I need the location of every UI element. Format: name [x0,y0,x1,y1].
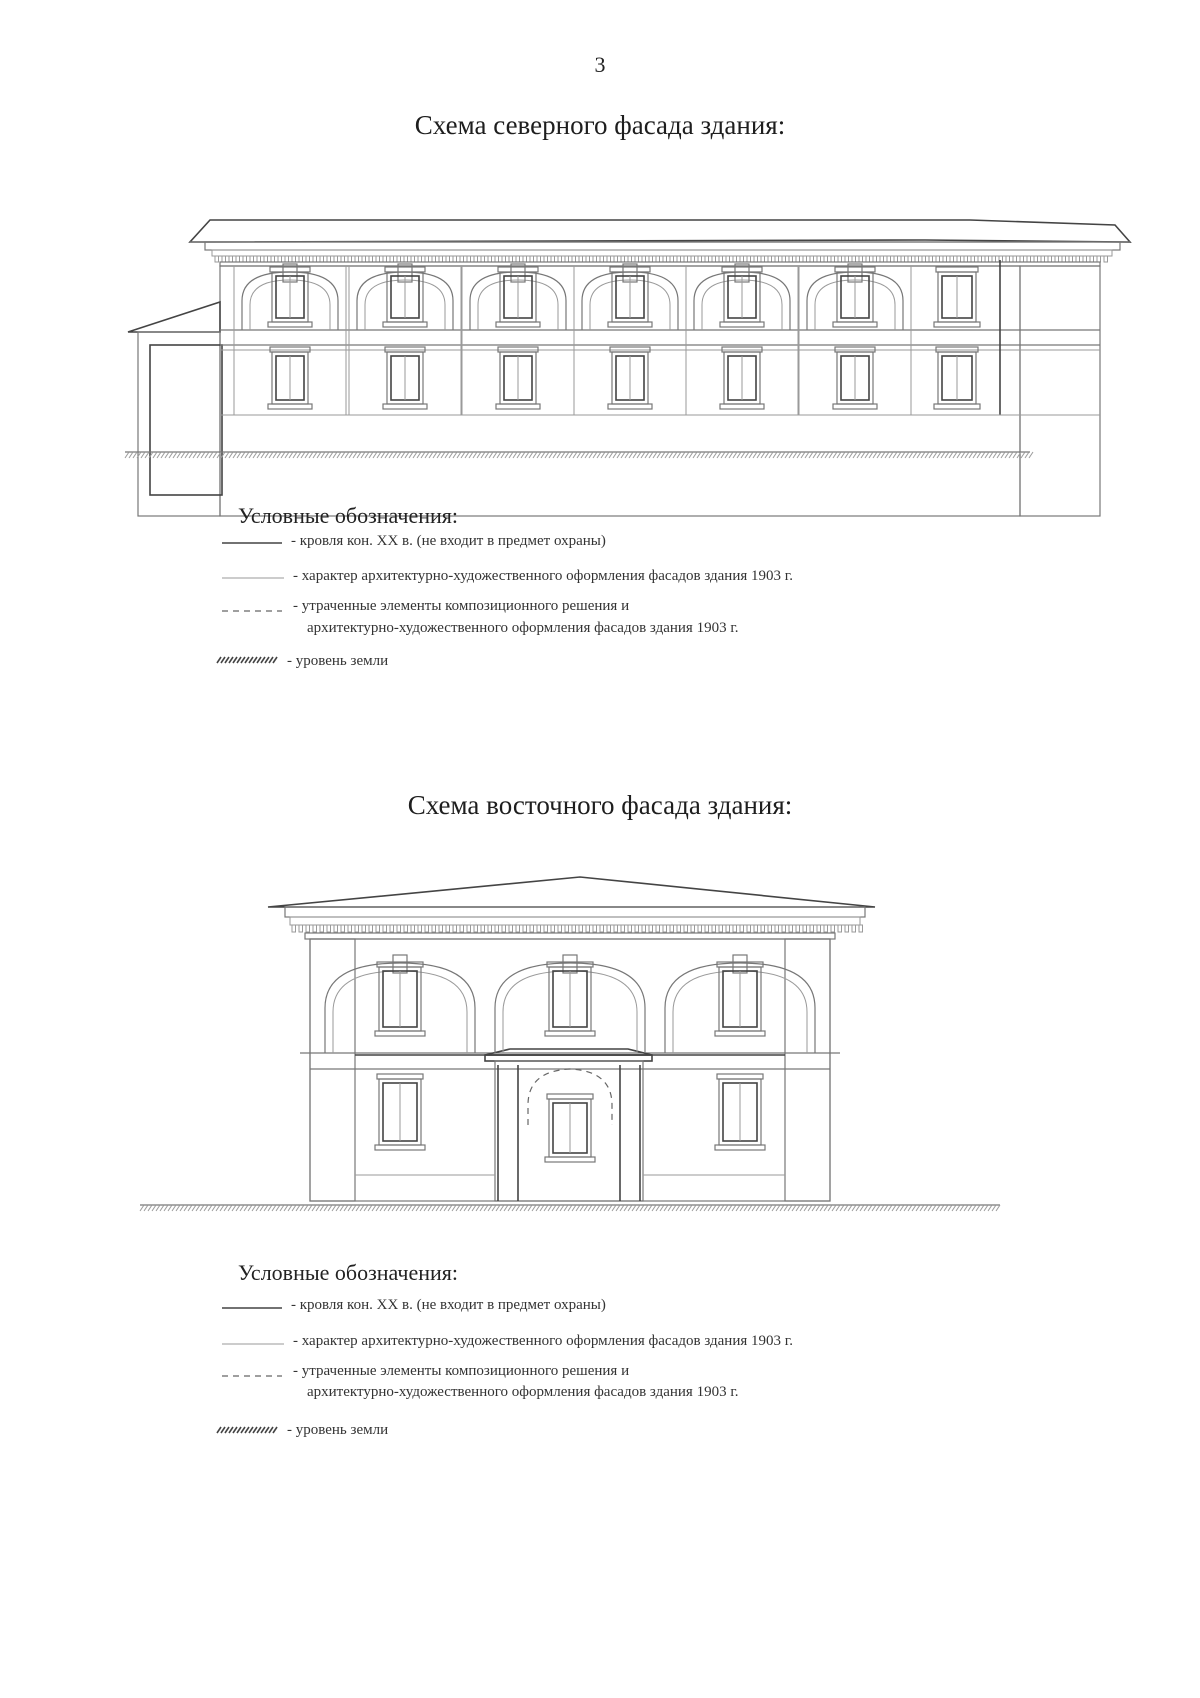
north-lower-window-6 [833,347,877,409]
east-legend-character-line [222,1341,284,1347]
east-facade-drawing [140,875,1010,1235]
east-legend-heading: Условные обозначения: [238,1260,459,1285]
north-lower-window-2 [383,347,427,409]
east-legend-roof-line [222,1305,282,1311]
east-roof [268,877,875,907]
north-dentils [215,256,1108,262]
north-right-wing [1020,266,1100,516]
north-lower-window-3 [496,347,540,409]
north-annex-roof [128,302,220,332]
north-legend-roof-line [222,540,282,546]
north-legend-character-line [222,575,284,581]
north-legend-heading: Условные обозначения: [238,503,459,528]
east-legend-lost-line [222,1373,282,1379]
east-lower-window-1 [375,1074,425,1150]
north-upper-window-3 [496,267,540,327]
east-cornice [285,907,865,917]
north-upper-window-1 [268,267,312,327]
north-legend-lost-line [222,608,282,614]
north-legend-lost-text-1: - утраченные элементы композиционного решения и [293,598,630,614]
east-right-pilaster [785,939,830,1201]
east-legend-lost-text-1: - утраченные элементы композиционного решения и [293,1363,630,1379]
north-roof [190,220,1130,242]
north-upper-window-4 [608,267,652,327]
east-lower-window-3 [715,1074,765,1150]
east-dentils [292,925,863,932]
page-number: 3 [594,52,606,77]
north-lower-window-5 [720,347,764,409]
north-cornice [205,242,1120,250]
north-main-wall [220,266,1020,516]
east-legend-ground-hatch [217,1425,279,1435]
east-legend-lost-text-2: архитектурно-художественного оформления фасадов здания 1903 г. [307,1384,739,1400]
north-facade-title: Схема северного фасада здания: [414,110,786,140]
east-facade-title: Схема восточного фасада здания: [407,790,793,820]
east-porch-roof [485,1049,652,1055]
north-upper-window-2 [383,267,427,327]
east-upper-window-3 [715,962,765,1036]
east-left-pilaster [310,939,355,1201]
north-legend-roof-text: - кровля кон. XX в. (не входит в предмет охраны) [291,533,606,549]
east-ground-line [140,1205,1000,1211]
north-lower-window-4 [608,347,652,409]
north-legend-character-text: - характер архитектурно-художественного оформления фасадов здания 1903 г. [293,568,793,584]
north-upper-window-5 [720,267,764,327]
north-legend-ground-text: - уровень земли [287,653,389,669]
north-upper-window-6 [833,267,877,327]
north-facade-drawing [120,220,1120,510]
east-lower-window-2 [545,1094,595,1162]
north-legend-lost-text-2: архитектурно-художественного оформления фасадов здания 1903 г. [307,620,739,636]
east-upper-window-2 [545,962,595,1036]
north-legend-ground-hatch [217,655,279,665]
north-lower-window-7 [934,347,980,409]
north-upper-window-7 [934,267,980,327]
north-ground-line [125,452,1033,458]
north-lower-window-1 [268,347,312,409]
east-legend-character-text: - характер архитектурно-художественного оформления фасадов здания 1903 г. [293,1333,793,1349]
east-upper-window-1 [375,962,425,1036]
east-legend-ground-text: - уровень земли [287,1422,389,1438]
east-legend-roof-text: - кровля кон. XX в. (не входит в предмет охраны) [291,1297,606,1313]
